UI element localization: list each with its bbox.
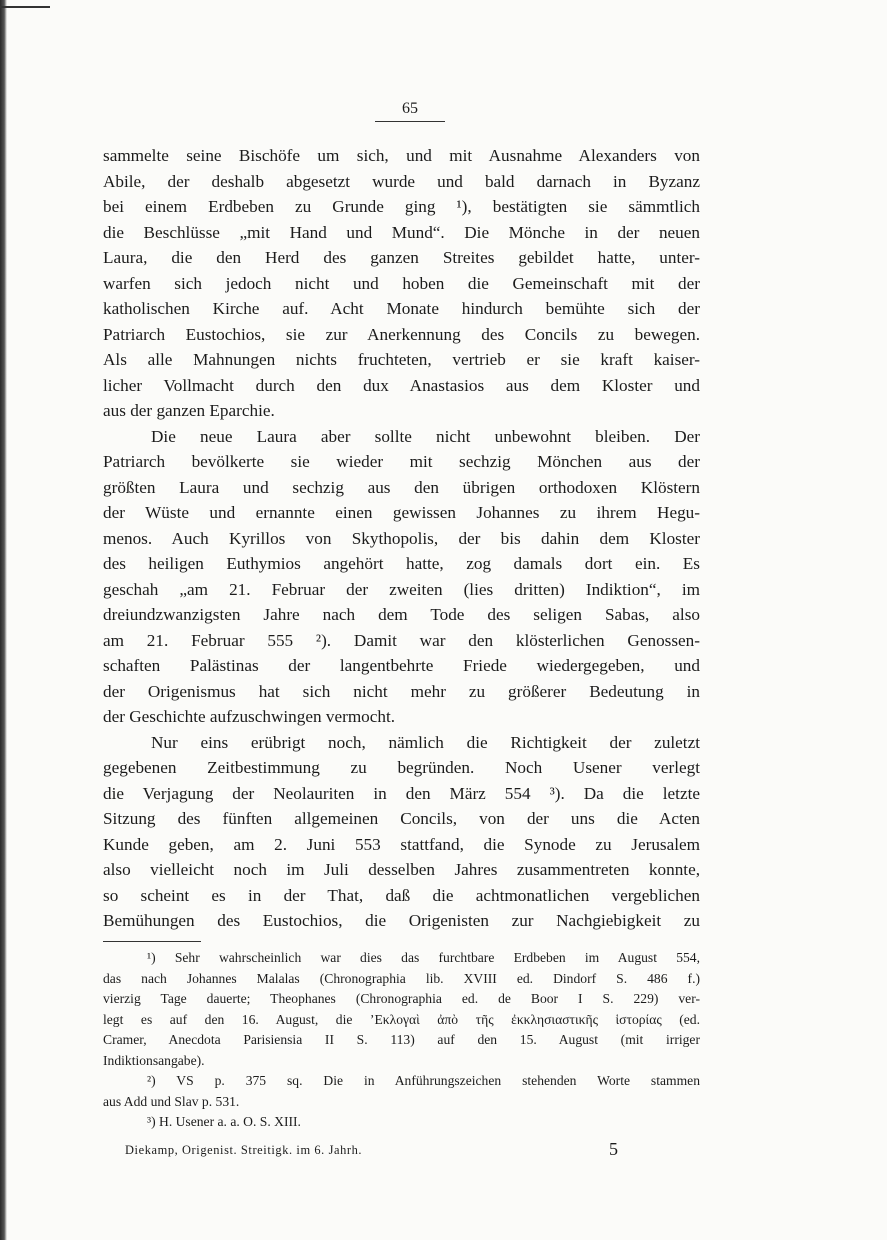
signature-text: Diekamp, Origenist. Streitigk. im 6. Jahrh. <box>125 1143 363 1157</box>
text-line: geschah „am 21. Februar der zweiten (lies dritten) Indiktion“, im <box>103 579 700 599</box>
footnote-line: Indiktionsangabe). <box>103 1052 205 1068</box>
sheet-number: 5 <box>609 1139 618 1159</box>
footnotes <box>103 948 700 1133</box>
text-line: also vielleicht noch im Juli desselben Jahres zusammentreten konnte, <box>103 860 700 879</box>
text-line: der Origenismus hat sich nicht mehr zu größerer Bedeutung in <box>103 681 700 701</box>
text-line: Nur eins erübrigt noch, nämlich die Richtigkeit der zuletzt <box>151 732 700 752</box>
text-line: am 21. Februar 555 ²). Damit war den klösterlichen Genossen- <box>103 630 700 650</box>
text-line: bei einem Erdbeben zu Grunde ging ¹), bestätigten sie sämmtlich <box>103 197 700 216</box>
body-text <box>103 143 700 934</box>
text-line: Die neue Laura aber sollte nicht unbewohnt bleiben. Der <box>151 426 700 446</box>
text-line: der Geschichte aufzuschwingen vermocht. <box>103 707 396 726</box>
text-line: so scheint es in der That, daß die achtmonatlichen vergeblichen <box>103 885 700 905</box>
signature-line <box>103 1139 700 1163</box>
text-line: des heiligen Euthymios angehört hatte, zog damals dort ein. Es <box>103 554 700 573</box>
text-line: warfen sich jedoch nicht und hoben die Gemeinschaft mit der <box>103 273 700 293</box>
text-line: die Beschlüsse „mit Hand und Mund“. Die Mönche in der neuen <box>103 222 700 242</box>
page-number: 65 <box>375 100 445 122</box>
text-line: katholischen Kirche auf. Acht Monate hindurch bemühte sich der <box>103 299 700 318</box>
text-line: Laura, die den Herd des ganzen Streites gebildet hatte, unter- <box>103 248 700 267</box>
text-line: licher Vollmacht durch den dux Anastasios aus dem Kloster und <box>103 375 700 395</box>
footnote-line: ³) H. Usener a. a. O. S. XIII. <box>147 1114 301 1129</box>
text-line: schaften Palästinas der langentbehrte Friede wiedergegeben, und <box>103 656 700 675</box>
text-line: menos. Auch Kyrillos von Skythopolis, der bis dahin dem Kloster <box>103 528 700 548</box>
text-line: der Wüste und ernannte einen gewissen Johannes zu ihrem Hegu- <box>103 503 700 522</box>
footnote-line: das nach Johannes Malalas (Chronographia lib. XVIII ed. Dindorf S. 486 f.) <box>103 970 700 986</box>
footnote-line: ²) VS p. 375 sq. Die in Anführungszeichen stehenden Worte stammen <box>147 1073 700 1088</box>
text-line: Als alle Mahnungen nichts fruchteten, vertrieb er sie kraft kaiser- <box>103 350 700 369</box>
text-line: größten Laura und sechzig aus den übrigen orthodoxen Klöstern <box>103 477 700 497</box>
text-line: Patriarch Eustochios, sie zur Anerkennung des Concils zu bewegen. <box>103 324 700 344</box>
footnote-line: aus Add und Slav p. 531. <box>103 1093 240 1109</box>
text-line: Abile, der deshalb abgesetzt wurde und bald darnach in Byzanz <box>103 171 700 191</box>
footnote-line: Cramer, Anecdota Parisiensia II S. 113) auf den 15. August (mit irriger <box>103 1032 700 1047</box>
text-line: sammelte seine Bischöfe um sich, und mit Ausnahme Alexanders von <box>103 146 700 165</box>
footnote-divider <box>103 941 201 942</box>
text-line: gegebenen Zeitbestimmung zu begründen. Noch Usener verlegt <box>103 758 700 777</box>
scan-edge-shadow <box>0 0 7 1240</box>
corner-mark <box>0 6 50 8</box>
footnote-line: ¹) Sehr wahrscheinlich war dies das furchtbare Erdbeben im August 554, <box>147 950 700 965</box>
footnote-line: legt es auf den 16. August, die ’Εκλογαὶ ἀπὸ τῆς ἐκκλησιαστικῆς ἱστορίας (ed. <box>103 1011 700 1027</box>
footnote-line: vierzig Tage dauerte; Theophanes (Chronographia ed. de Boor I S. 229) ver- <box>103 991 700 1006</box>
text-line: die Verjagung der Neolauriten in den März 554 ³). Da die letzte <box>103 783 700 803</box>
text-line: dreiundzwanzigsten Jahre nach dem Tode des seligen Sabas, also <box>103 605 700 624</box>
text-line: Bemühungen des Eustochios, die Origenisten zur Nachgiebigkeit zu <box>103 911 700 930</box>
text-line: aus der ganzen Eparchie. <box>103 401 275 420</box>
text-line: Patriarch bevölkerte sie wieder mit sechzig Mönchen aus der <box>103 452 700 471</box>
text-line: Kunde geben, am 2. Juni 553 stattfand, die Synode zu Jerusalem <box>103 834 700 854</box>
text-line: Sitzung des fünften allgemeinen Concils, von der uns die Acten <box>103 809 700 828</box>
